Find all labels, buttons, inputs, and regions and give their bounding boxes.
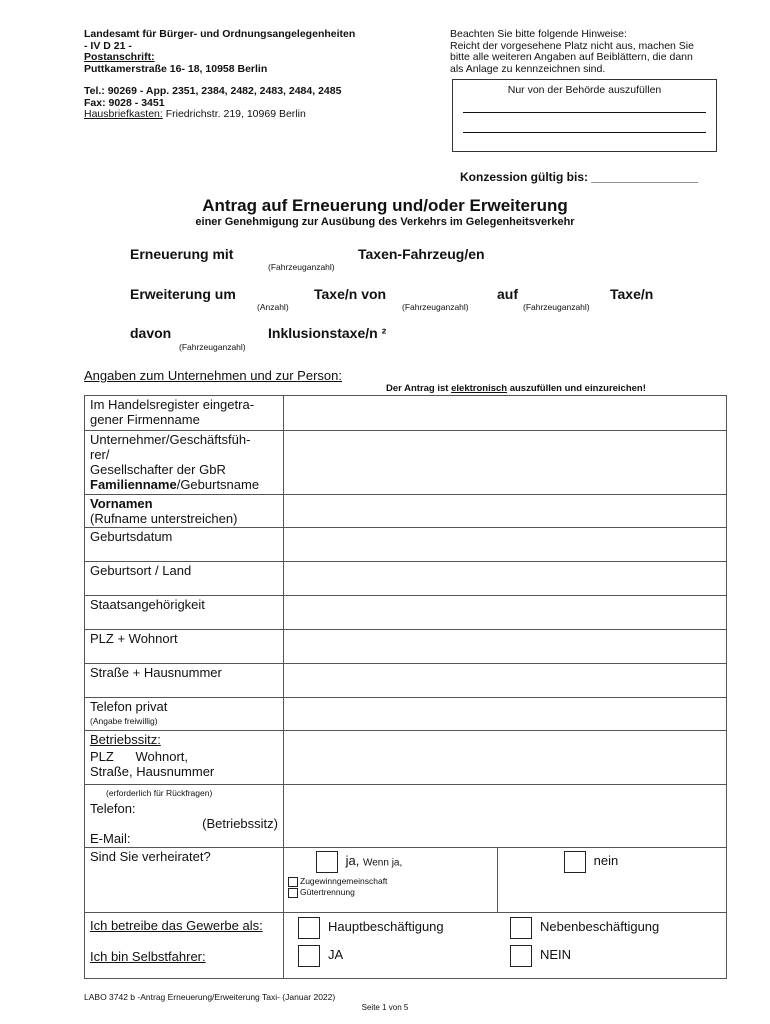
label-text: Gesellschafter der GbR bbox=[90, 462, 226, 477]
trade-self-options bbox=[284, 913, 727, 979]
page-number: Seite 1 von 5 bbox=[361, 1003, 409, 1012]
regime-option bbox=[288, 887, 493, 898]
postal-address: Puttkamerstraße 16- 18, 10958 Berlin bbox=[84, 62, 268, 75]
label-text: gener Firmenname bbox=[90, 412, 200, 427]
trade-side-label: Nebenbeschäftigung bbox=[540, 919, 660, 935]
form-subtitle: einer Genehmigung zur Ausübung des Verkehrs im Gelegenheitsverkehr bbox=[195, 216, 575, 228]
self-yes-option bbox=[298, 945, 510, 973]
self-yes-label: JA bbox=[328, 947, 344, 963]
label-text: PLZ Wohnort, bbox=[90, 749, 189, 764]
married-yes-cell bbox=[284, 848, 498, 912]
regime-option bbox=[288, 876, 493, 887]
renewal-unit: Taxen-Fahrzeug/en bbox=[358, 246, 485, 262]
notice-line: bitte alle weiteren Angaben auf Beiblättern, die dann bbox=[450, 51, 693, 63]
nationality-label: Staatsangehörigkeit bbox=[85, 596, 284, 630]
table-row bbox=[85, 630, 727, 664]
business-seat-label bbox=[85, 731, 284, 785]
extension-unit: Taxe/n von bbox=[314, 286, 387, 302]
owner-field[interactable] bbox=[284, 431, 727, 495]
trade-main-label: Hauptbeschäftigung bbox=[328, 919, 444, 935]
extension-label: Erweiterung um bbox=[130, 286, 236, 302]
authority-box-title: Nur von der Behörde auszufüllen bbox=[507, 84, 662, 96]
married-yes-hint: Wenn ja, bbox=[362, 857, 403, 869]
self-driver-options bbox=[298, 945, 726, 973]
married-options bbox=[284, 848, 727, 913]
phone-line: Tel.: 90269 - App. 2351, 2384, 2482, 2483, 2484, 2485 bbox=[84, 85, 342, 97]
notice-line: als Anlage zu kennzeichnen sind. bbox=[450, 62, 606, 75]
regime-checkbox[interactable] bbox=[288, 877, 298, 887]
label-hint: (erforderlich für Rückfragen) bbox=[106, 788, 213, 798]
renewal-hint: (Fahrzeuganzahl) bbox=[268, 262, 335, 272]
label-rest: /Geburtsname bbox=[176, 477, 260, 492]
electronic-notice-text: auszufüllen und einzureichen! bbox=[507, 383, 646, 394]
electronic-notice-emphasis: elektronisch bbox=[451, 383, 508, 394]
table-row bbox=[85, 431, 727, 495]
trade-main-option bbox=[298, 917, 510, 945]
mailbox-line bbox=[84, 109, 424, 121]
davon-label: davon bbox=[130, 325, 172, 341]
label-text: Straße, Hausnummer bbox=[90, 764, 215, 779]
married-no-cell bbox=[498, 848, 726, 912]
authority-line[interactable] bbox=[463, 132, 706, 133]
birthdate-field[interactable] bbox=[284, 528, 727, 562]
table-row bbox=[85, 785, 727, 848]
table-row bbox=[85, 596, 727, 630]
hint-vehicles: (Fahrzeuganzahl) bbox=[402, 302, 469, 312]
form-id: LABO 3742 b -Antrag Erneuerung/Erweiterung Taxi- (Januar 2022) bbox=[84, 992, 336, 1002]
electronic-notice-text: Der Antrag ist bbox=[386, 383, 452, 394]
birthplace-field[interactable] bbox=[284, 562, 727, 596]
contact-field[interactable] bbox=[284, 785, 727, 848]
street-label: Straße + Hausnummer bbox=[85, 664, 284, 698]
applicant-table bbox=[84, 395, 727, 979]
label-text: Betriebssitz: bbox=[90, 732, 161, 747]
extension-to: auf bbox=[497, 286, 518, 302]
trade-side-option bbox=[510, 917, 659, 945]
label-text: (Rufname unterstreichen) bbox=[90, 511, 238, 526]
label-text: E-Mail: bbox=[90, 831, 131, 846]
firstname-field[interactable] bbox=[284, 495, 727, 528]
trade-question: Ich betreibe das Gewerbe als: bbox=[90, 918, 263, 933]
form-title: Antrag auf Erneuerung und/oder Erweiterung bbox=[202, 196, 568, 215]
hint-count: (Anzahl) bbox=[257, 302, 289, 312]
table-row bbox=[85, 396, 727, 431]
renewal-label: Erneuerung mit bbox=[130, 246, 234, 262]
owner-label bbox=[85, 431, 284, 495]
trade-side-checkbox[interactable] bbox=[510, 917, 532, 939]
authority-address bbox=[84, 29, 424, 121]
table-row bbox=[85, 731, 727, 785]
self-driver-question: Ich bin Selbstfahrer: bbox=[90, 949, 206, 964]
section-title: Angaben zum Unternehmen und zur Person: bbox=[84, 368, 342, 383]
contact-label bbox=[85, 785, 284, 848]
authority-use-box bbox=[452, 79, 717, 152]
label-text: (Betriebssitz) bbox=[202, 816, 278, 831]
notice-line: Beachten Sie bitte folgende Hinweise: bbox=[450, 28, 627, 40]
department: - IV D 21 - bbox=[84, 39, 132, 52]
plz-field[interactable] bbox=[284, 630, 727, 664]
nationality-field[interactable] bbox=[284, 596, 727, 630]
notice-line: Reicht der vorgesehene Platz nicht aus, machen Sie bbox=[450, 39, 694, 52]
label-text: Telefon privat bbox=[90, 699, 168, 714]
extension-end: Taxe/n bbox=[610, 286, 654, 302]
married-no-label: nein bbox=[593, 853, 619, 869]
trade-self-label bbox=[85, 913, 284, 979]
davon-hint: (Fahrzeuganzahl) bbox=[179, 342, 246, 352]
label-text: Vornamen bbox=[90, 496, 153, 511]
label-text: Im Handelsregister eingetra- bbox=[90, 397, 255, 412]
label-text bbox=[90, 477, 278, 492]
label-text: rer/ bbox=[90, 447, 110, 462]
firm-field[interactable] bbox=[284, 396, 727, 431]
authority-name: Landesamt für Bürger- und Ordnungsangelegenheiten bbox=[84, 28, 356, 40]
regime-label: Zugewinngemeinschaft bbox=[300, 876, 388, 886]
birthdate-label: Geburtsdatum bbox=[85, 528, 284, 562]
table-row bbox=[85, 913, 727, 979]
birthplace-label: Geburtsort / Land bbox=[85, 562, 284, 596]
authority-line[interactable] bbox=[463, 112, 706, 113]
hint-vehicles: (Fahrzeuganzahl) bbox=[523, 302, 590, 312]
phone-private-field[interactable] bbox=[284, 698, 727, 731]
married-no-checkbox[interactable] bbox=[564, 851, 586, 873]
label-hint: (Angabe freiwillig) bbox=[90, 716, 158, 726]
table-row bbox=[85, 495, 727, 528]
label-text: Unternehmer/Geschäftsfüh- bbox=[90, 432, 251, 447]
street-field[interactable] bbox=[284, 664, 727, 698]
regime-checkbox[interactable] bbox=[288, 888, 298, 898]
electronic-notice bbox=[386, 383, 646, 394]
plz-label: PLZ + Wohnort bbox=[85, 630, 284, 664]
label-bold: Familienname bbox=[90, 477, 177, 492]
postal-label: Postanschrift: bbox=[84, 51, 155, 63]
married-yes-label: ja, bbox=[345, 853, 360, 869]
firstname-label bbox=[85, 495, 284, 528]
inclusion-label: Inklusionstaxe/n ² bbox=[268, 325, 387, 341]
self-no-label: NEIN bbox=[540, 947, 572, 963]
trade-options bbox=[298, 917, 726, 945]
notice bbox=[450, 29, 730, 75]
trade-main-checkbox[interactable] bbox=[298, 917, 320, 939]
validity: Konzession gültig bis: ________________ bbox=[460, 170, 699, 184]
self-no-option bbox=[510, 945, 571, 973]
mailbox-label: Hausbriefkasten: bbox=[84, 108, 163, 120]
regime-options bbox=[288, 876, 493, 898]
mailbox-address: Friedrichstr. 219, 10969 Berlin bbox=[165, 108, 306, 120]
firm-label bbox=[85, 396, 284, 431]
regime-label: Gütertrennung bbox=[300, 886, 355, 897]
married-yes-checkbox[interactable] bbox=[316, 851, 338, 873]
table-row bbox=[85, 664, 727, 698]
table-row bbox=[85, 698, 727, 731]
table-row bbox=[85, 528, 727, 562]
phone-private-label bbox=[85, 698, 284, 731]
married-label: Sind Sie verheiratet? bbox=[85, 848, 284, 913]
table-row bbox=[85, 848, 727, 913]
fax-line: Fax: 9028 - 3451 bbox=[84, 96, 165, 109]
label-text: Telefon: bbox=[90, 801, 136, 816]
self-no-checkbox[interactable] bbox=[510, 945, 532, 967]
business-seat-field[interactable] bbox=[284, 731, 727, 785]
self-yes-checkbox[interactable] bbox=[298, 945, 320, 967]
table-row bbox=[85, 562, 727, 596]
